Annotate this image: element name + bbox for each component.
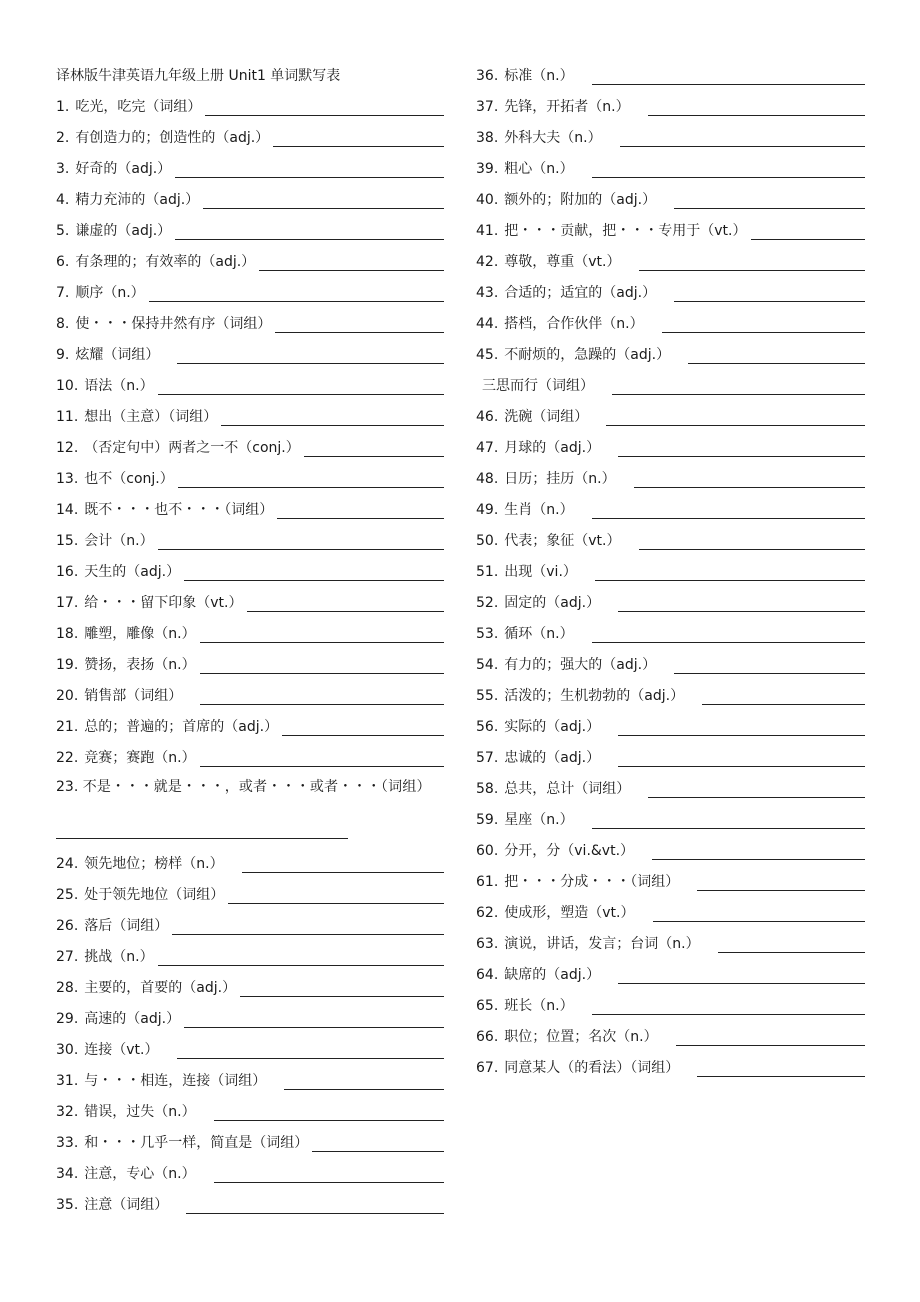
answer-underline[interactable] <box>200 627 444 643</box>
item-text: 谦虚的（adj.） <box>75 223 172 239</box>
answer-underline[interactable] <box>674 193 865 209</box>
answer-underline[interactable] <box>221 410 444 426</box>
vocab-item <box>476 896 865 927</box>
item-number: 11. <box>56 409 79 425</box>
item-number: 10. <box>56 378 79 394</box>
item-text: （否定句中）两者之一不（conj.） <box>84 440 300 456</box>
left-list <box>56 90 444 772</box>
answer-underline[interactable] <box>620 131 865 147</box>
item-number: 8. <box>56 316 70 332</box>
answer-underline[interactable] <box>751 224 866 240</box>
item-text: 会计（n.） <box>84 533 154 549</box>
answer-underline[interactable] <box>275 317 444 333</box>
vocab-item <box>476 865 865 896</box>
item-text: 星座（n.） <box>504 812 574 828</box>
answer-underline[interactable] <box>205 100 444 116</box>
item-text: 错误，过失（n.） <box>84 1104 196 1120</box>
answer-underline[interactable] <box>214 1105 444 1121</box>
vocab-item <box>476 276 865 307</box>
item-number: 63. <box>476 936 499 952</box>
vocab-item <box>56 741 444 772</box>
vocab-item <box>476 152 865 183</box>
answer-underline[interactable] <box>158 379 444 395</box>
answer-underline[interactable] <box>200 751 444 767</box>
item-text: 标准（n.） <box>504 68 574 84</box>
answer-underline[interactable] <box>606 410 865 426</box>
vocab-item <box>56 679 444 710</box>
item-text: 忠诚的（adj.） <box>504 750 601 766</box>
item-number: 44. <box>476 316 499 332</box>
item-text: 把・・・贡献，把・・・专用于（vt.） <box>504 223 747 239</box>
item-23-answer-line[interactable] <box>56 803 444 847</box>
answer-underline[interactable] <box>149 286 444 302</box>
item-text: 注意（词组） <box>84 1197 169 1213</box>
item-text: 雕塑，雕像（n.） <box>84 626 196 642</box>
answer-underline[interactable] <box>184 565 444 581</box>
item-number: 41. <box>476 223 499 239</box>
item-text: 好奇的（adj.） <box>75 161 172 177</box>
vocab-item <box>476 245 865 276</box>
item-number: 1. <box>56 99 70 115</box>
answer-underline[interactable] <box>592 627 865 643</box>
item-number: 40. <box>476 192 499 208</box>
item-text: 使成形，塑造（vt.） <box>504 905 635 921</box>
item-text: 实际的（adj.） <box>504 719 601 735</box>
item-text: 挑战（n.） <box>84 949 154 965</box>
item-text: 出现（vi.） <box>504 564 577 580</box>
item-number: 43. <box>476 285 499 301</box>
item-text: 炫耀（词组） <box>75 347 160 363</box>
answer-underline[interactable] <box>676 1030 865 1046</box>
item-text: 顺序（n.） <box>75 285 145 301</box>
item-number: 7. <box>56 285 70 301</box>
item-number: 37. <box>476 99 499 115</box>
vocab-item <box>476 772 865 803</box>
item-23 <box>56 772 444 803</box>
item-text: 班长（n.） <box>504 998 574 1014</box>
vocab-item <box>476 307 865 338</box>
vocab-item <box>56 1033 444 1064</box>
answer-underline[interactable] <box>697 1061 865 1077</box>
vocab-item <box>56 214 444 245</box>
item-text: 给・・・留下印象（vt.） <box>84 595 243 611</box>
item-text: 缺席的（adj.） <box>504 967 601 983</box>
vocab-item <box>476 834 865 865</box>
item-number: 42. <box>476 254 499 270</box>
answer-underline[interactable] <box>200 689 444 705</box>
item-number: 20. <box>56 688 79 704</box>
item-number: 31. <box>56 1073 79 1089</box>
answer-underline[interactable] <box>592 69 865 85</box>
answer-underline[interactable] <box>688 348 865 364</box>
item-number: 5. <box>56 223 70 239</box>
answer-underline[interactable] <box>634 472 865 488</box>
answer-underline[interactable] <box>175 224 444 240</box>
answer-underline[interactable] <box>158 950 444 966</box>
item-text: 搭档，合作伙伴（n.） <box>504 316 644 332</box>
vocab-item <box>56 1157 444 1188</box>
item-number: 30. <box>56 1042 79 1058</box>
answer-underline[interactable] <box>282 720 444 736</box>
answer-underline[interactable] <box>639 534 866 550</box>
answer-underline[interactable] <box>203 193 444 209</box>
answer-underline[interactable] <box>674 286 865 302</box>
answer-underline[interactable] <box>158 534 444 550</box>
item-text: 粗心（n.） <box>504 161 574 177</box>
answer-underline[interactable] <box>653 906 866 922</box>
vocab-item <box>56 183 444 214</box>
answer-underline[interactable] <box>200 658 444 674</box>
answer-underline[interactable] <box>618 751 865 767</box>
vocab-item <box>56 90 444 121</box>
item-number: 51. <box>476 564 499 580</box>
item-text: 生肖（n.） <box>504 502 574 518</box>
vocab-item <box>56 338 444 369</box>
answer-underline[interactable] <box>184 1012 444 1028</box>
item-number: 13. <box>56 471 79 487</box>
item-number: 16. <box>56 564 79 580</box>
item-number: 38. <box>476 130 499 146</box>
item-number: 21. <box>56 719 79 735</box>
item-number: 33. <box>56 1135 79 1151</box>
answer-underline[interactable] <box>304 441 444 457</box>
item-number: 50. <box>476 533 499 549</box>
item-text: 既不・・・也不・・・（词组） <box>84 502 274 518</box>
item-text: 语法（n.） <box>84 378 154 394</box>
item-text: 竞赛；赛跑（n.） <box>84 750 196 766</box>
vocab-item <box>56 121 444 152</box>
vocab-item <box>56 648 444 679</box>
vocab-item <box>56 586 444 617</box>
item-text: 洗碗（词组） <box>504 409 589 425</box>
vocab-item <box>56 245 444 276</box>
answer-underline[interactable] <box>618 441 865 457</box>
answer-underline[interactable] <box>674 658 865 674</box>
vocab-item <box>56 152 444 183</box>
item-number: 52. <box>476 595 499 611</box>
answer-underline[interactable] <box>618 720 865 736</box>
answer-underline[interactable] <box>277 503 444 519</box>
item-number: 49. <box>476 502 499 518</box>
answer-underline[interactable] <box>612 379 865 395</box>
answer-underline[interactable] <box>56 838 348 839</box>
item-text: 高速的（adj.） <box>84 1011 181 1027</box>
vocab-item <box>56 878 444 909</box>
vocab-item <box>476 121 865 152</box>
answer-underline[interactable] <box>175 162 444 178</box>
answer-underline[interactable] <box>592 999 865 1015</box>
vocab-item <box>56 493 444 524</box>
item-number: 26. <box>56 918 79 934</box>
item-text: 日历；挂历（n.） <box>504 471 616 487</box>
item-text: 合适的；适宜的（adj.） <box>504 285 657 301</box>
item-number: 65. <box>476 998 499 1014</box>
item-text: 三思而行（词组） <box>482 378 594 394</box>
item-text: 循环（n.） <box>504 626 574 642</box>
item-number: 47. <box>476 440 499 456</box>
item-number: 2. <box>56 130 70 146</box>
answer-underline[interactable] <box>592 162 865 178</box>
item-number: 58. <box>476 781 499 797</box>
vocab-item <box>56 462 444 493</box>
item-number: 12. <box>56 440 79 456</box>
vocab-item <box>56 1002 444 1033</box>
item-text: 落后（词组） <box>84 918 169 934</box>
item-text: 固定的（adj.） <box>504 595 601 611</box>
item-text: 吃光，吃完（词组） <box>75 99 202 115</box>
item-text: 月球的（adj.） <box>504 440 601 456</box>
answer-underline[interactable] <box>178 472 444 488</box>
vocab-item <box>476 710 865 741</box>
answer-underline[interactable] <box>172 919 444 935</box>
vocab-item <box>476 90 865 121</box>
right-list <box>476 59 865 1082</box>
vocab-item <box>56 617 444 648</box>
vocab-item <box>476 958 865 989</box>
item-text: 也不（conj.） <box>84 471 174 487</box>
vocab-item <box>56 369 444 400</box>
item-number: 19. <box>56 657 79 673</box>
item-text: 有条理的；有效率的（adj.） <box>75 254 256 270</box>
item-number: 56. <box>476 719 499 735</box>
vocab-item <box>476 1020 865 1051</box>
item-text: 处于领先地位（词组） <box>84 887 225 903</box>
vocab-item <box>476 493 865 524</box>
item-number: 35. <box>56 1197 79 1213</box>
item-text: 想出（主意）（词组） <box>84 409 218 425</box>
answer-underline[interactable] <box>214 1167 444 1183</box>
right-column <box>476 59 865 1082</box>
item-text: 与・・・相连，连接（词组） <box>84 1073 267 1089</box>
item-number: 6. <box>56 254 70 270</box>
vocab-item <box>56 847 444 878</box>
vocab-item <box>56 431 444 462</box>
vocab-item <box>476 648 865 679</box>
item-number: 27. <box>56 949 79 965</box>
answer-underline[interactable] <box>186 1198 444 1214</box>
answer-underline[interactable] <box>618 596 865 612</box>
item-number: 28. <box>56 980 79 996</box>
item-text: 活泼的；生机勃勃的（adj.） <box>504 688 685 704</box>
answer-underline[interactable] <box>228 888 444 904</box>
answer-underline[interactable] <box>177 348 444 364</box>
vocab-item <box>476 989 865 1020</box>
item-number: 66. <box>476 1029 499 1045</box>
answer-underline[interactable] <box>259 255 444 271</box>
vocab-item <box>476 1051 865 1082</box>
vocab-item <box>56 555 444 586</box>
item-text: 有创造力的；创造性的（adj.） <box>75 130 270 146</box>
answer-underline[interactable] <box>284 1074 444 1090</box>
item-text: 天生的（adj.） <box>84 564 181 580</box>
item-text: 外科大夫（n.） <box>504 130 602 146</box>
item-number: 48. <box>476 471 499 487</box>
item-text: 先锋，开拓者（n.） <box>504 99 630 115</box>
answer-underline[interactable] <box>273 131 444 147</box>
item-text: 不是・・・就是・・・，或者・・・或者・・・（词组） <box>82 779 431 795</box>
item-number: 61. <box>476 874 499 890</box>
item-text: 领先地位；榜样（n.） <box>84 856 224 872</box>
item-text: 赞扬，表扬（n.） <box>84 657 196 673</box>
item-text: 注意，专心（n.） <box>84 1166 196 1182</box>
vocab-item <box>56 400 444 431</box>
left-list-continued <box>56 847 444 1219</box>
item-number: 17. <box>56 595 79 611</box>
vocab-item <box>56 1188 444 1219</box>
item-text: 精力充沛的（adj.） <box>75 192 200 208</box>
item-text: 主要的，首要的（adj.） <box>84 980 237 996</box>
item-number: 60. <box>476 843 499 859</box>
item-text: 使・・・保持井然有序（词组） <box>75 316 272 332</box>
item-number: 22. <box>56 750 79 766</box>
item-number: 46. <box>476 409 499 425</box>
answer-underline[interactable] <box>652 844 865 860</box>
answer-underline[interactable] <box>312 1136 444 1152</box>
item-number: 14. <box>56 502 79 518</box>
vocab-item <box>476 400 865 431</box>
item-text: 分开，分（vi.&vt.） <box>504 843 635 859</box>
vocab-item <box>476 214 865 245</box>
answer-underline[interactable] <box>242 857 444 873</box>
item-number: 53. <box>476 626 499 642</box>
item-text: 演说，讲话，发言；台词（n.） <box>504 936 700 952</box>
answer-underline[interactable] <box>592 813 865 829</box>
item-text: 连接（vt.） <box>84 1042 159 1058</box>
left-column <box>56 59 444 1219</box>
vocab-item <box>476 679 865 710</box>
item-number: 9. <box>56 347 70 363</box>
item-text: 和・・・几乎一样，简直是（词组） <box>84 1135 309 1151</box>
item-text: 尊敬，尊重（vt.） <box>504 254 621 270</box>
vocab-item <box>56 524 444 555</box>
item-number: 54. <box>476 657 499 673</box>
vocab-item <box>476 741 865 772</box>
item-number: 4. <box>56 192 70 208</box>
answer-underline[interactable] <box>718 937 865 953</box>
answer-underline[interactable] <box>648 782 865 798</box>
vocab-item <box>56 1095 444 1126</box>
answer-underline[interactable] <box>177 1043 445 1059</box>
item-text: 总的；普遍的；首席的（adj.） <box>84 719 279 735</box>
vocab-item <box>56 1126 444 1157</box>
vocab-item <box>476 927 865 958</box>
item-text: 把・・・分成・・・（词组） <box>504 874 680 890</box>
item-number: 67. <box>476 1060 499 1076</box>
worksheet-title: 译林版牛津英语九年级上册 Unit1 单词默写表 <box>56 68 341 84</box>
vocab-item <box>56 940 444 971</box>
item-text: 总共，总计（词组） <box>504 781 631 797</box>
answer-underline[interactable] <box>595 565 865 581</box>
answer-underline[interactable] <box>592 503 865 519</box>
item-number: 55. <box>476 688 499 704</box>
item-number: 64. <box>476 967 499 983</box>
answer-underline[interactable] <box>247 596 445 612</box>
vocab-item <box>476 183 865 214</box>
vocab-item <box>476 338 865 369</box>
vocab-item <box>56 710 444 741</box>
vocab-item <box>476 431 865 462</box>
vocab-item <box>56 971 444 1002</box>
item-number: 57. <box>476 750 499 766</box>
item-number: 29. <box>56 1011 79 1027</box>
item-text: 有力的；强大的（adj.） <box>504 657 657 673</box>
answer-underline[interactable] <box>648 100 865 116</box>
item-number: 45. <box>476 347 499 363</box>
item-number: 18. <box>56 626 79 642</box>
answer-underline[interactable] <box>618 968 865 984</box>
item-number: 62. <box>476 905 499 921</box>
item-number: 15. <box>56 533 79 549</box>
item-text: 销售部（词组） <box>84 688 183 704</box>
answer-underline[interactable] <box>662 317 865 333</box>
item-text: 职位；位置；名次（n.） <box>504 1029 658 1045</box>
vocab-item <box>476 803 865 834</box>
item-number: 3. <box>56 161 70 177</box>
vocab-item <box>56 1064 444 1095</box>
vocab-item <box>56 909 444 940</box>
vocab-item <box>476 617 865 648</box>
item-number: 39. <box>476 161 499 177</box>
item-number: 36. <box>476 68 499 84</box>
answer-underline[interactable] <box>240 981 444 997</box>
vocab-item <box>476 369 865 400</box>
item-text: 不耐烦的，急躁的（adj.） <box>504 347 671 363</box>
answer-underline[interactable] <box>702 689 865 705</box>
item-number: 25. <box>56 887 79 903</box>
item-text: 代表；象征（vt.） <box>504 533 621 549</box>
vocab-item <box>56 276 444 307</box>
item-text: 额外的；附加的（adj.） <box>504 192 657 208</box>
item-number: 32. <box>56 1104 79 1120</box>
vocab-item <box>56 307 444 338</box>
vocab-item <box>476 586 865 617</box>
item-number: 23. <box>56 779 79 795</box>
item-number: 34. <box>56 1166 79 1182</box>
vocab-item <box>476 524 865 555</box>
vocab-item <box>476 462 865 493</box>
answer-underline[interactable] <box>697 875 865 891</box>
vocab-item <box>476 59 865 90</box>
item-text: 同意某人（的看法）（词组） <box>504 1060 680 1076</box>
item-number: 59. <box>476 812 499 828</box>
answer-underline[interactable] <box>639 255 866 271</box>
vocab-item <box>476 555 865 586</box>
item-number: 24. <box>56 856 79 872</box>
